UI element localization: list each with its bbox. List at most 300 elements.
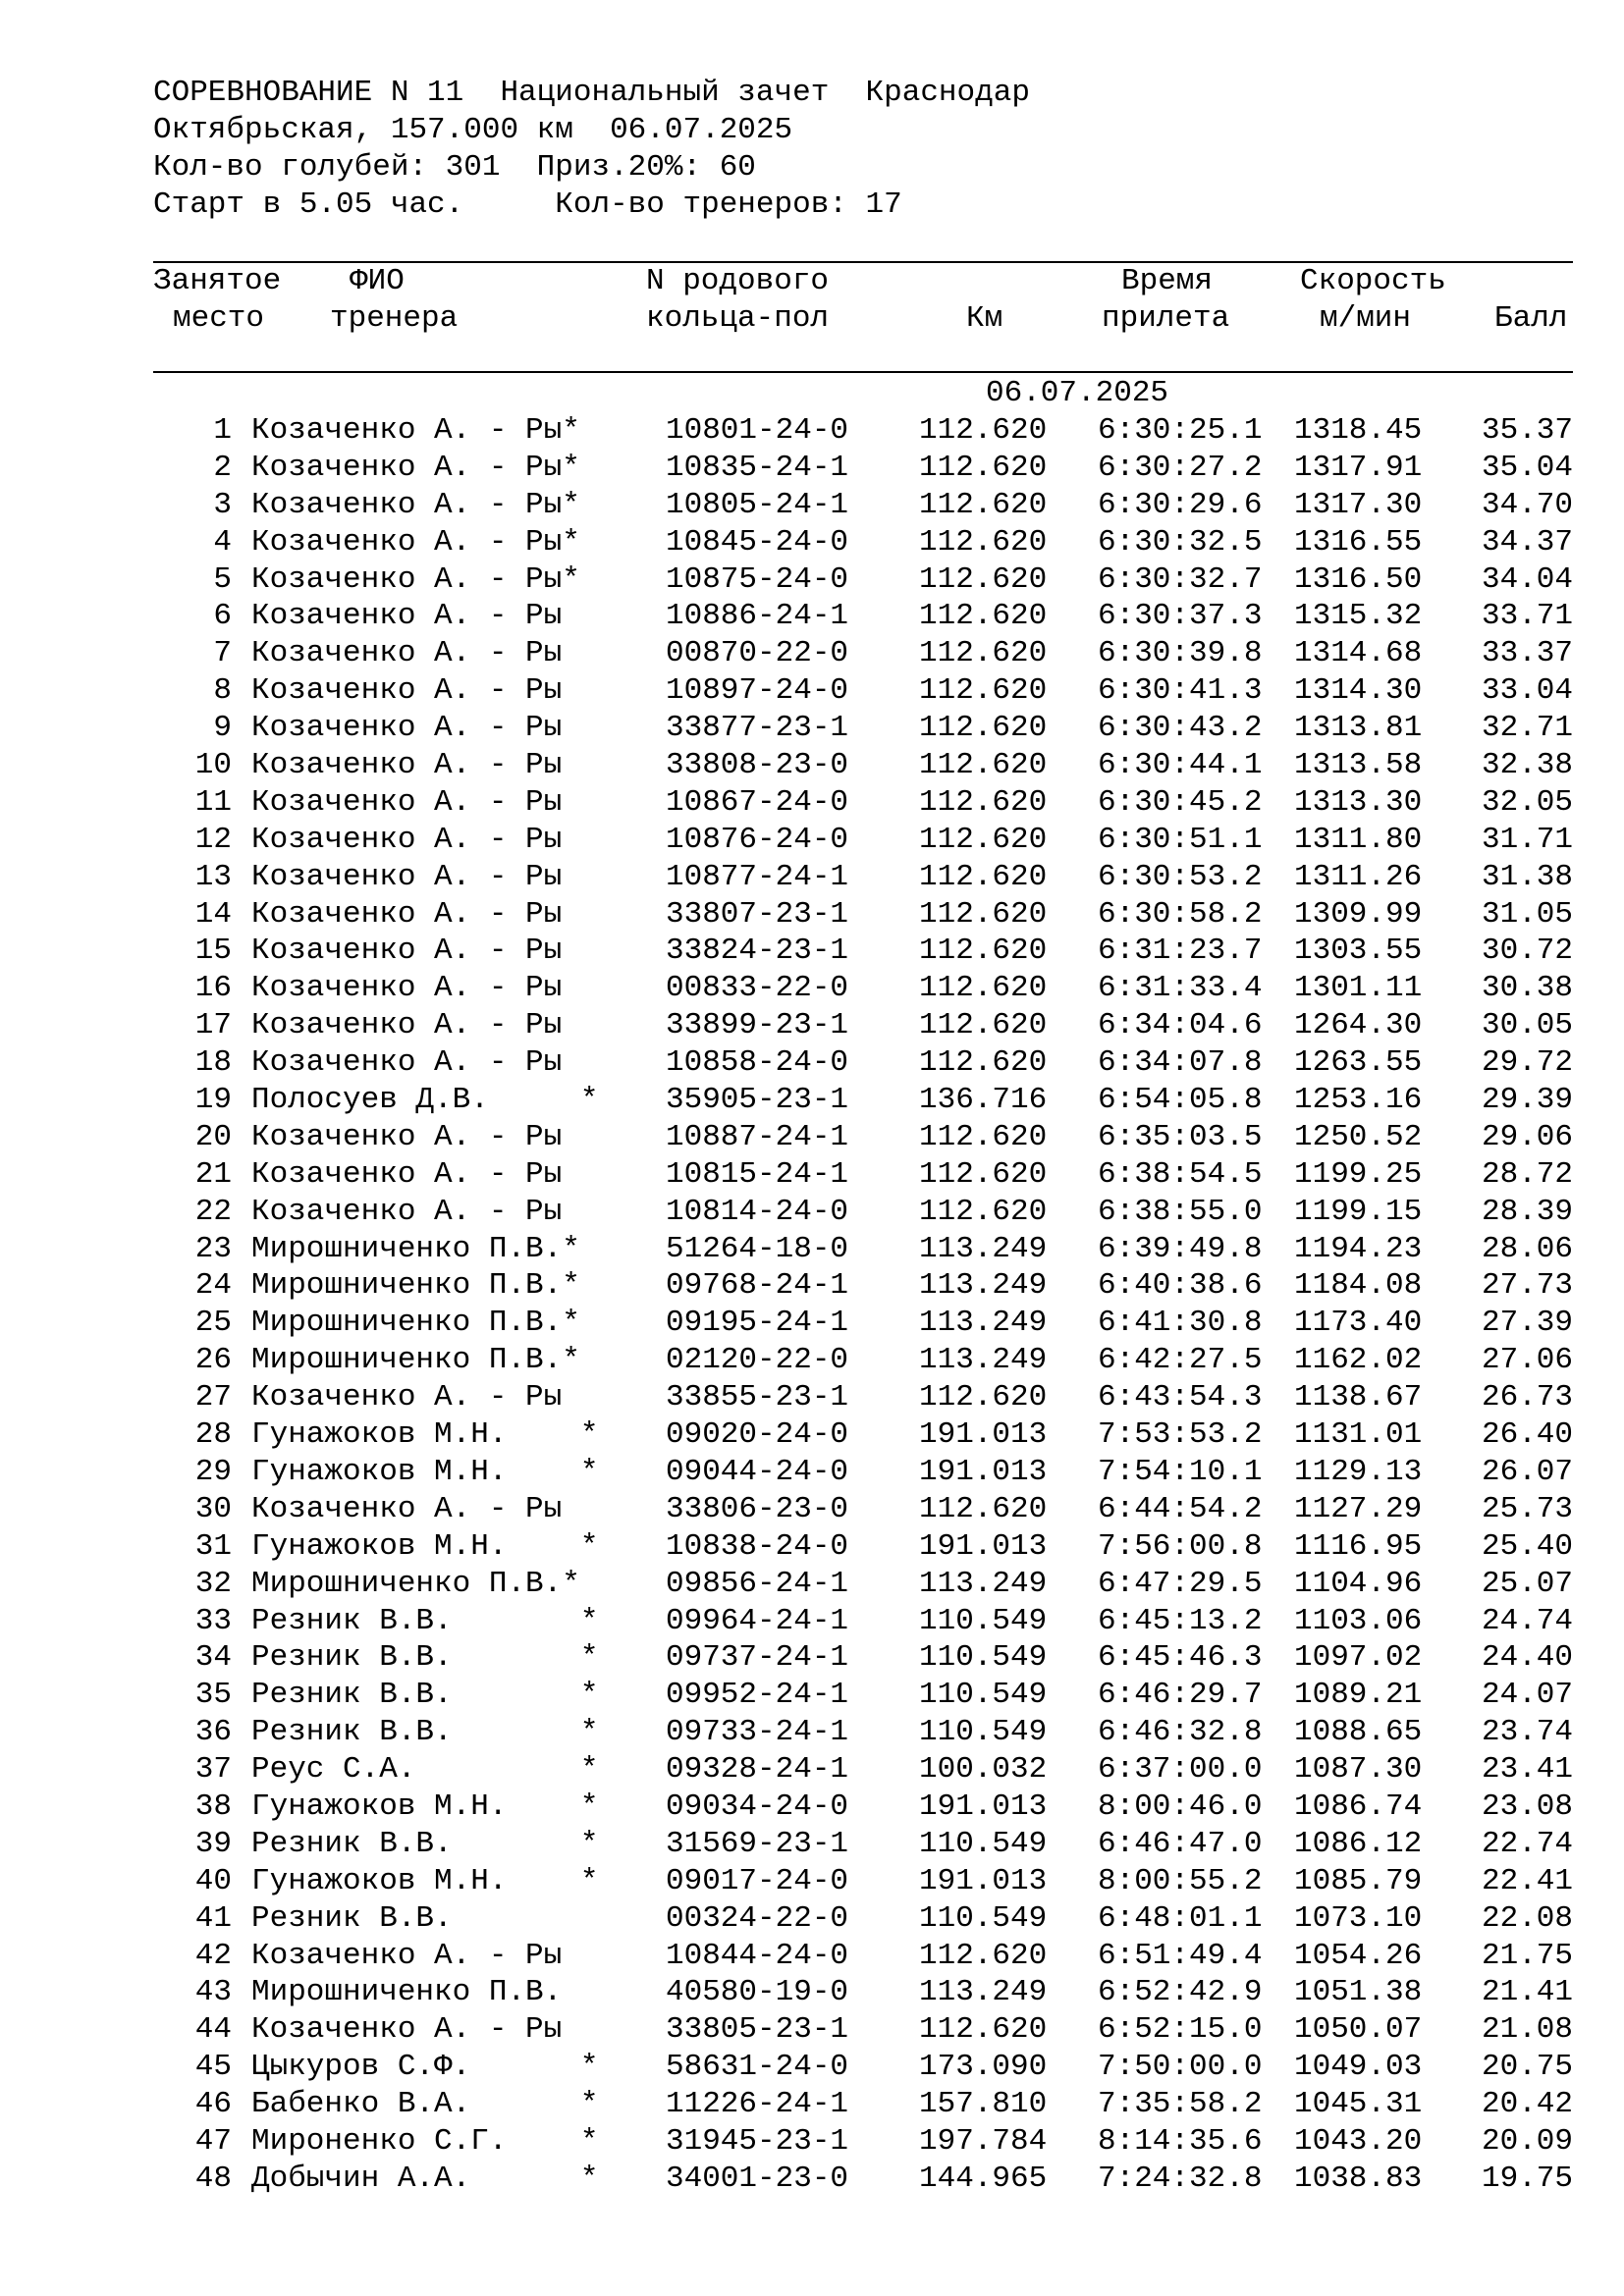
cell-ring: 02120-22-0 [666, 1343, 849, 1378]
cell-time: 6:31:33.4 [1098, 971, 1263, 1006]
cell-place: 13 [194, 859, 232, 894]
cell-name: Козаченко А. - Ры [251, 599, 563, 634]
cell-km: 112.620 [919, 1938, 1048, 1973]
cell-name: Козаченко А. - Ры [251, 822, 563, 857]
cell-name: Гунажоков М.Н. * [251, 1454, 599, 1489]
col-time-line1: Время [1121, 264, 1214, 298]
cell-place: 1 [213, 413, 232, 448]
cell-score: 23.08 [1481, 1789, 1573, 1824]
cell-place: 19 [194, 1083, 232, 1118]
cell-score: 24.74 [1481, 1603, 1573, 1638]
cell-score: 29.06 [1481, 1119, 1573, 1154]
cell-km: 191.013 [919, 1417, 1048, 1453]
cell-ring: 31945-23-1 [666, 2123, 849, 2159]
cell-km: 110.549 [919, 1715, 1048, 1750]
cell-ring: 33855-23-1 [666, 1380, 849, 1415]
cell-name: Козаченко А. - Ры* [251, 450, 580, 485]
cell-km: 191.013 [919, 1789, 1048, 1824]
cell-time: 6:34:04.6 [1098, 1008, 1263, 1043]
cell-score: 31.38 [1481, 859, 1573, 894]
cell-km: 113.249 [919, 1343, 1048, 1378]
cell-score: 22.74 [1481, 1826, 1573, 1861]
cell-ring: 33824-23-1 [666, 934, 849, 969]
cell-time: 6:30:51.1 [1098, 822, 1263, 857]
cell-km: 191.013 [919, 1454, 1048, 1489]
col-ring-line2: кольца-пол [646, 301, 830, 336]
cell-speed: 1129.13 [1294, 1454, 1423, 1489]
cell-place: 40 [194, 1863, 232, 1898]
cell-score: 27.39 [1481, 1306, 1573, 1341]
cell-ring: 31569-23-1 [666, 1826, 849, 1861]
cell-speed: 1086.12 [1294, 1826, 1423, 1861]
cell-time: 6:52:15.0 [1098, 2012, 1263, 2048]
table-row [153, 1491, 1573, 1528]
cell-speed: 1162.02 [1294, 1343, 1423, 1378]
cell-km: 113.249 [919, 1231, 1048, 1266]
cell-ring: 09733-24-1 [666, 1715, 849, 1750]
cell-name: Цыкуров С.Ф. * [251, 2050, 599, 2085]
cell-time: 6:38:54.5 [1098, 1156, 1263, 1192]
cell-speed: 1073.10 [1294, 1900, 1423, 1936]
cell-speed: 1313.30 [1294, 784, 1423, 820]
results-table [153, 412, 1573, 2198]
cell-time: 6:31:23.7 [1098, 934, 1263, 969]
header-line-competition: СОРЕВНОВАНИЕ N 11 Национальный зачет Краснодар [153, 76, 1030, 110]
cell-name: Козаченко А. - Ры [251, 1008, 563, 1043]
cell-score: 24.40 [1481, 1640, 1573, 1676]
cell-km: 112.620 [919, 1194, 1048, 1229]
cell-place: 7 [213, 636, 232, 671]
cell-ring: 33806-23-0 [666, 1491, 849, 1526]
cell-ring: 10867-24-0 [666, 784, 849, 820]
cell-km: 112.620 [919, 487, 1048, 522]
cell-time: 8:00:55.2 [1098, 1863, 1263, 1898]
table-row [153, 412, 1573, 450]
table-row [153, 1863, 1573, 1900]
cell-km: 112.620 [919, 1491, 1048, 1526]
cell-place: 12 [194, 822, 232, 857]
cell-ring: 10845-24-0 [666, 524, 849, 560]
cell-name: Козаченко А. - Ры [251, 1156, 563, 1192]
table-row [153, 561, 1573, 599]
cell-km: 112.620 [919, 524, 1048, 560]
cell-name: Козаченко А. - Ры* [251, 413, 580, 448]
table-row [153, 1826, 1573, 1863]
cell-time: 6:47:29.5 [1098, 1566, 1263, 1601]
cell-km: 110.549 [919, 1678, 1048, 1713]
cell-name: Козаченко А. - Ры [251, 1119, 563, 1154]
cell-km: 112.620 [919, 971, 1048, 1006]
cell-time: 6:37:00.0 [1098, 1752, 1263, 1788]
cell-ring: 10877-24-1 [666, 859, 849, 894]
cell-km: 112.620 [919, 859, 1048, 894]
cell-score: 23.41 [1481, 1752, 1573, 1788]
cell-speed: 1173.40 [1294, 1306, 1423, 1341]
cell-time: 6:39:49.8 [1098, 1231, 1263, 1266]
cell-speed: 1253.16 [1294, 1083, 1423, 1118]
col-speed-line1: Скорость [1300, 264, 1446, 298]
cell-ring: 33808-23-0 [666, 748, 849, 783]
cell-ring: 09856-24-1 [666, 1566, 849, 1601]
cell-speed: 1199.25 [1294, 1156, 1423, 1192]
cell-ring: 09195-24-1 [666, 1306, 849, 1341]
cell-time: 6:44:54.2 [1098, 1491, 1263, 1526]
cell-speed: 1103.06 [1294, 1603, 1423, 1638]
cell-name: Мирошниченко П.В.* [251, 1566, 580, 1601]
cell-place: 24 [194, 1268, 232, 1304]
cell-ring: 10814-24-0 [666, 1194, 849, 1229]
cell-speed: 1051.38 [1294, 1975, 1423, 2010]
col-ring-line1: N родового [646, 264, 830, 298]
cell-time: 6:45:13.2 [1098, 1603, 1263, 1638]
cell-score: 23.74 [1481, 1715, 1573, 1750]
table-row [153, 859, 1573, 896]
table-row [153, 784, 1573, 822]
cell-km: 112.620 [919, 636, 1048, 671]
competition-header [153, 75, 1577, 224]
table-row [153, 1305, 1573, 1342]
cell-score: 26.40 [1481, 1417, 1573, 1453]
col-name-line2: тренера [330, 301, 459, 336]
cell-score: 25.40 [1481, 1528, 1573, 1564]
cell-place: 38 [194, 1789, 232, 1824]
cell-time: 6:34:07.8 [1098, 1045, 1263, 1081]
cell-ring: 00870-22-0 [666, 636, 849, 671]
cell-place: 44 [194, 2012, 232, 2048]
cell-ring: 10858-24-0 [666, 1045, 849, 1081]
cell-km: 112.620 [919, 1008, 1048, 1043]
cell-ring: 10887-24-1 [666, 1119, 849, 1154]
cell-name: Козаченко А. - Ры [251, 748, 563, 783]
cell-name: Козаченко А. - Ры [251, 896, 563, 932]
cell-score: 20.75 [1481, 2050, 1573, 2085]
cell-time: 8:00:46.0 [1098, 1789, 1263, 1824]
cell-speed: 1199.15 [1294, 1194, 1423, 1229]
cell-place: 21 [194, 1156, 232, 1192]
cell-speed: 1088.65 [1294, 1715, 1423, 1750]
cell-ring: 09952-24-1 [666, 1678, 849, 1713]
cell-score: 22.08 [1481, 1900, 1573, 1936]
col-speed-line2: м/мин [1320, 301, 1412, 336]
date-group-label: 06.07.2025 [986, 376, 1169, 410]
cell-time: 7:54:10.1 [1098, 1454, 1263, 1489]
cell-time: 6:52:42.9 [1098, 1975, 1263, 2010]
cell-time: 6:35:03.5 [1098, 1119, 1263, 1154]
cell-km: 112.620 [919, 934, 1048, 969]
cell-name: Гунажоков М.Н. * [251, 1417, 599, 1453]
cell-name: Добычин А.А. * [251, 2161, 599, 2196]
cell-ring: 09737-24-1 [666, 1640, 849, 1676]
table-row [153, 598, 1573, 635]
cell-time: 6:30:25.1 [1098, 413, 1263, 448]
table-row [153, 1900, 1573, 1938]
cell-place: 17 [194, 1008, 232, 1043]
table-row [153, 822, 1573, 859]
cell-place: 25 [194, 1306, 232, 1341]
cell-score: 29.72 [1481, 1045, 1573, 1081]
cell-place: 41 [194, 1900, 232, 1936]
cell-time: 7:50:00.0 [1098, 2050, 1263, 2085]
cell-time: 6:30:41.3 [1098, 673, 1263, 709]
cell-score: 28.39 [1481, 1194, 1573, 1229]
cell-time: 6:30:27.2 [1098, 450, 1263, 485]
cell-name: Козаченко А. - Ры [251, 1938, 563, 1973]
table-row [153, 1194, 1573, 1231]
cell-name: Козаченко А. - Ры [251, 1380, 563, 1415]
cell-ring: 10876-24-0 [666, 822, 849, 857]
cell-score: 33.37 [1481, 636, 1573, 671]
cell-time: 6:48:01.1 [1098, 1900, 1263, 1936]
cell-name: Козаченко А. - Ры [251, 934, 563, 969]
col-time-line2: прилета [1102, 301, 1230, 336]
cell-score: 28.06 [1481, 1231, 1573, 1266]
col-place-line2: место [173, 301, 265, 336]
cell-ring: 09964-24-1 [666, 1603, 849, 1638]
cell-ring: 09020-24-0 [666, 1417, 849, 1453]
cell-score: 35.04 [1481, 450, 1573, 485]
cell-place: 39 [194, 1826, 232, 1861]
cell-time: 6:40:38.6 [1098, 1268, 1263, 1304]
cell-place: 34 [194, 1640, 232, 1676]
cell-place: 36 [194, 1715, 232, 1750]
cell-km: 113.249 [919, 1268, 1048, 1304]
cell-speed: 1038.83 [1294, 2161, 1423, 2196]
cell-score: 30.05 [1481, 1008, 1573, 1043]
cell-ring: 10801-24-0 [666, 413, 849, 448]
cell-km: 112.620 [919, 413, 1048, 448]
cell-score: 35.37 [1481, 413, 1573, 448]
cell-ring: 00324-22-0 [666, 1900, 849, 1936]
cell-km: 112.620 [919, 450, 1048, 485]
cell-time: 7:56:00.8 [1098, 1528, 1263, 1564]
cell-speed: 1250.52 [1294, 1119, 1423, 1154]
cell-speed: 1313.58 [1294, 748, 1423, 783]
table-row [153, 2161, 1573, 2198]
cell-speed: 1049.03 [1294, 2050, 1423, 2085]
cell-name: Козаченко А. - Ры [251, 784, 563, 820]
cell-km: 110.549 [919, 1826, 1048, 1861]
table-row [153, 1714, 1573, 1751]
cell-score: 25.07 [1481, 1566, 1573, 1601]
cell-ring: 33805-23-1 [666, 2012, 849, 2048]
cell-time: 7:35:58.2 [1098, 2087, 1263, 2122]
cell-score: 20.42 [1481, 2087, 1573, 2122]
table-row [153, 524, 1573, 561]
cell-name: Бабенко В.А. * [251, 2087, 599, 2122]
cell-speed: 1311.80 [1294, 822, 1423, 857]
cell-km: 112.620 [919, 748, 1048, 783]
cell-km: 100.032 [919, 1752, 1048, 1788]
cell-time: 7:24:32.8 [1098, 2161, 1263, 2196]
cell-time: 6:30:43.2 [1098, 711, 1263, 746]
cell-name: Мироненко С.Г. * [251, 2123, 599, 2159]
cell-score: 33.04 [1481, 673, 1573, 709]
cell-score: 32.71 [1481, 711, 1573, 746]
cell-km: 136.716 [919, 1083, 1048, 1118]
table-row [153, 1789, 1573, 1826]
cell-name: Мирошниченко П.В.* [251, 1268, 580, 1304]
cell-ring: 09328-24-1 [666, 1752, 849, 1788]
cell-ring: 11226-24-1 [666, 2087, 849, 2122]
cell-name: Козаченко А. - Ры [251, 711, 563, 746]
cell-time: 6:46:29.7 [1098, 1678, 1263, 1713]
table-row [153, 710, 1573, 747]
cell-speed: 1315.32 [1294, 599, 1423, 634]
cell-name: Козаченко А. - Ры [251, 971, 563, 1006]
cell-speed: 1194.23 [1294, 1231, 1423, 1266]
cell-place: 37 [194, 1752, 232, 1788]
header-line-start: Старт в 5.05 час. Кол-во тренеров: 17 [153, 187, 902, 222]
cell-ring: 33899-23-1 [666, 1008, 849, 1043]
table-row [153, 1082, 1573, 1119]
cell-place: 4 [213, 524, 232, 560]
cell-name: Козаченко А. - Ры [251, 1194, 563, 1229]
cell-km: 110.549 [919, 1603, 1048, 1638]
cell-place: 43 [194, 1975, 232, 2010]
cell-score: 21.08 [1481, 2012, 1573, 2048]
cell-score: 19.75 [1481, 2161, 1573, 2196]
results-document [153, 75, 1577, 2196]
cell-time: 6:38:55.0 [1098, 1194, 1263, 1229]
cell-time: 6:30:29.6 [1098, 487, 1263, 522]
cell-speed: 1043.20 [1294, 2123, 1423, 2159]
header-bottom-rule [153, 371, 1573, 373]
cell-score: 32.38 [1481, 748, 1573, 783]
cell-score: 26.73 [1481, 1380, 1573, 1415]
cell-ring: 33877-23-1 [666, 711, 849, 746]
cell-ring: 35905-23-1 [666, 1083, 849, 1118]
cell-time: 6:45:46.3 [1098, 1640, 1263, 1676]
cell-time: 6:30:32.5 [1098, 524, 1263, 560]
table-row [153, 635, 1573, 672]
cell-score: 22.41 [1481, 1863, 1573, 1898]
cell-place: 45 [194, 2050, 232, 2085]
cell-time: 6:41:30.8 [1098, 1306, 1263, 1341]
cell-score: 32.05 [1481, 784, 1573, 820]
cell-place: 31 [194, 1528, 232, 1564]
cell-name: Резник В.В. * [251, 1640, 599, 1676]
cell-ring: 10835-24-1 [666, 450, 849, 485]
cell-score: 29.39 [1481, 1083, 1573, 1118]
cell-place: 9 [213, 711, 232, 746]
table-row [153, 1267, 1573, 1305]
cell-name: Козаченко А. - Ры [251, 673, 563, 709]
cell-time: 6:54:05.8 [1098, 1083, 1263, 1118]
cell-name: Резник В.В. [251, 1900, 453, 1936]
cell-place: 20 [194, 1119, 232, 1154]
cell-speed: 1127.29 [1294, 1491, 1423, 1526]
cell-name: Козаченко А. - Ры* [251, 524, 580, 560]
header-line-location-date: Октябрьская, 157.000 км 06.07.2025 [153, 113, 793, 147]
cell-time: 6:42:27.5 [1098, 1343, 1263, 1378]
cell-km: 112.620 [919, 711, 1048, 746]
cell-speed: 1316.50 [1294, 561, 1423, 597]
cell-time: 6:30:37.3 [1098, 599, 1263, 634]
cell-score: 33.71 [1481, 599, 1573, 634]
cell-ring: 09034-24-0 [666, 1789, 849, 1824]
cell-speed: 1085.79 [1294, 1863, 1423, 1898]
cell-score: 26.07 [1481, 1454, 1573, 1489]
cell-score: 21.75 [1481, 1938, 1573, 1973]
cell-name: Мирошниченко П.В.* [251, 1306, 580, 1341]
cell-place: 35 [194, 1678, 232, 1713]
cell-km: 112.620 [919, 896, 1048, 932]
col-km: Км [966, 301, 1003, 336]
table-row [153, 1603, 1573, 1640]
cell-ring: 58631-24-0 [666, 2050, 849, 2085]
cell-speed: 1263.55 [1294, 1045, 1423, 1081]
header-line-pigeon-count: Кол-во голубей: 301 Приз.20%: 60 [153, 150, 756, 185]
cell-km: 173.090 [919, 2050, 1048, 2085]
cell-km: 110.549 [919, 1900, 1048, 1936]
cell-speed: 1309.99 [1294, 896, 1423, 932]
cell-name: Гунажоков М.Н. * [251, 1528, 599, 1564]
table-row [153, 1974, 1573, 2011]
cell-place: 23 [194, 1231, 232, 1266]
cell-place: 47 [194, 2123, 232, 2159]
cell-place: 46 [194, 2087, 232, 2122]
col-name-line1: ФИО [350, 264, 405, 298]
cell-speed: 1317.91 [1294, 450, 1423, 485]
cell-ring: 09768-24-1 [666, 1268, 849, 1304]
cell-km: 112.620 [919, 2012, 1048, 2048]
cell-score: 28.72 [1481, 1156, 1573, 1192]
cell-speed: 1184.08 [1294, 1268, 1423, 1304]
cell-place: 8 [213, 673, 232, 709]
cell-place: 22 [194, 1194, 232, 1229]
cell-time: 6:46:47.0 [1098, 1826, 1263, 1861]
cell-place: 11 [194, 784, 232, 820]
cell-name: Резник В.В. * [251, 1603, 599, 1638]
cell-ring: 10844-24-0 [666, 1938, 849, 1973]
cell-score: 27.73 [1481, 1268, 1573, 1304]
cell-place: 26 [194, 1343, 232, 1378]
cell-name: Козаченко А. - Ры [251, 1045, 563, 1081]
cell-speed: 1311.26 [1294, 859, 1423, 894]
table-row [153, 1416, 1573, 1454]
cell-place: 2 [213, 450, 232, 485]
table-row [153, 1342, 1573, 1379]
cell-speed: 1303.55 [1294, 934, 1423, 969]
table-row [153, 1528, 1573, 1566]
cell-name: Козаченко А. - Ры [251, 859, 563, 894]
table-row [153, 487, 1573, 524]
cell-speed: 1264.30 [1294, 1008, 1423, 1043]
cell-km: 191.013 [919, 1863, 1048, 1898]
cell-name: Мирошниченко П.В.* [251, 1231, 580, 1266]
cell-place: 32 [194, 1566, 232, 1601]
table-row [153, 1938, 1573, 1975]
cell-ring: 10815-24-1 [666, 1156, 849, 1192]
cell-place: 29 [194, 1454, 232, 1489]
table-row [153, 2123, 1573, 2161]
cell-ring: 40580-19-0 [666, 1975, 849, 2010]
cell-speed: 1313.81 [1294, 711, 1423, 746]
cell-speed: 1316.55 [1294, 524, 1423, 560]
cell-km: 157.810 [919, 2087, 1048, 2122]
cell-speed: 1314.68 [1294, 636, 1423, 671]
cell-place: 30 [194, 1491, 232, 1526]
cell-km: 110.549 [919, 1640, 1048, 1676]
table-row [153, 1044, 1573, 1082]
table-row [153, 1156, 1573, 1194]
table-row [153, 450, 1573, 487]
table-row [153, 1119, 1573, 1156]
cell-place: 10 [194, 748, 232, 783]
cell-km: 112.620 [919, 822, 1048, 857]
cell-ring: 10886-24-1 [666, 599, 849, 634]
table-row [153, 2086, 1573, 2123]
